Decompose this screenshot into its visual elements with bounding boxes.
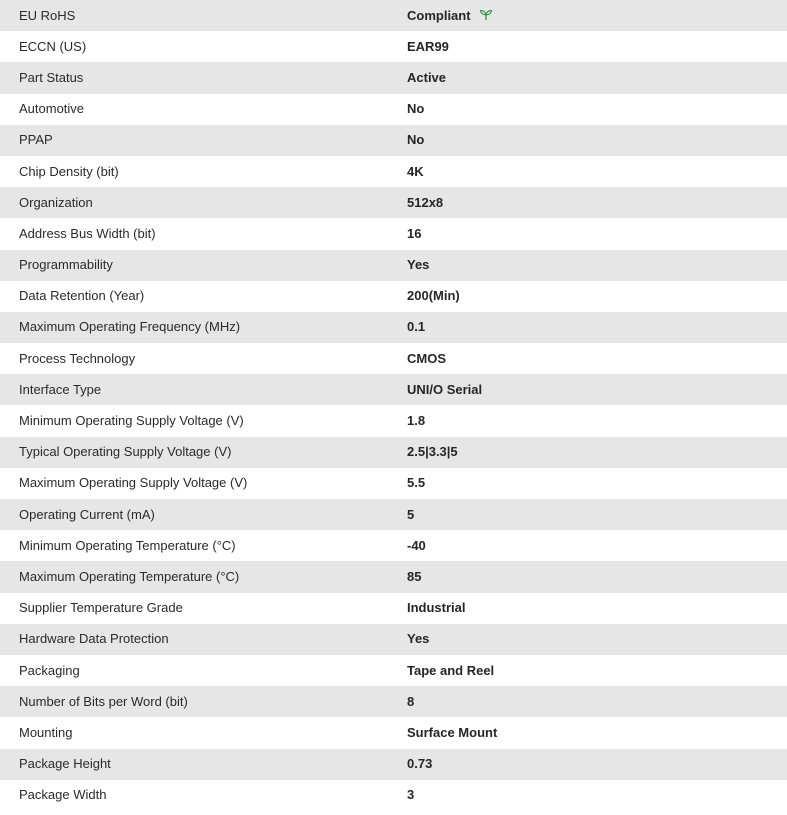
spec-value: 5 bbox=[407, 499, 787, 530]
spec-label: Maximum Operating Supply Voltage (V) bbox=[0, 468, 407, 499]
spec-label: ECCN (US) bbox=[0, 31, 407, 62]
spec-label: Chip Density (bit) bbox=[0, 156, 407, 187]
table-row bbox=[0, 250, 787, 281]
spec-value: 16 bbox=[407, 218, 787, 249]
spec-value: Surface Mount bbox=[407, 717, 787, 748]
spec-value bbox=[407, 0, 787, 31]
spec-label: Programmability bbox=[0, 250, 407, 281]
spec-value: EAR99 bbox=[407, 31, 787, 62]
spec-label: Package Height bbox=[0, 749, 407, 780]
spec-label: Part Status bbox=[0, 62, 407, 93]
table-row bbox=[0, 717, 787, 748]
spec-value: Yes bbox=[407, 624, 787, 655]
spec-value: 8 bbox=[407, 686, 787, 717]
table-row bbox=[0, 94, 787, 125]
spec-label: Number of Bits per Word (bit) bbox=[0, 686, 407, 717]
spec-label: PPAP bbox=[0, 125, 407, 156]
table-row bbox=[0, 156, 787, 187]
table-row bbox=[0, 31, 787, 62]
spec-value: 0.73 bbox=[407, 749, 787, 780]
table-row bbox=[0, 281, 787, 312]
spec-value: Tape and Reel bbox=[407, 655, 787, 686]
leaf-icon bbox=[479, 9, 493, 21]
table-row bbox=[0, 468, 787, 499]
spec-label: Organization bbox=[0, 187, 407, 218]
spec-value: 0.1 bbox=[407, 312, 787, 343]
spec-label: Typical Operating Supply Voltage (V) bbox=[0, 437, 407, 468]
table-row-eu-rohs bbox=[0, 0, 787, 31]
spec-label: Operating Current (mA) bbox=[0, 499, 407, 530]
table-row bbox=[0, 624, 787, 655]
table-row bbox=[0, 62, 787, 93]
table-row bbox=[0, 125, 787, 156]
spec-label: Maximum Operating Temperature (°C) bbox=[0, 561, 407, 592]
spec-value: CMOS bbox=[407, 343, 787, 374]
spec-label: Automotive bbox=[0, 94, 407, 125]
spec-label: Address Bus Width (bit) bbox=[0, 218, 407, 249]
table-row bbox=[0, 655, 787, 686]
spec-label: Minimum Operating Temperature (°C) bbox=[0, 530, 407, 561]
spec-value: 1.8 bbox=[407, 405, 787, 436]
spec-label: Packaging bbox=[0, 655, 407, 686]
spec-value: No bbox=[407, 94, 787, 125]
table-row bbox=[0, 593, 787, 624]
spec-label: EU RoHS bbox=[0, 0, 407, 31]
spec-value: 5.5 bbox=[407, 468, 787, 499]
spec-value: Active bbox=[407, 62, 787, 93]
table-row bbox=[0, 686, 787, 717]
spec-value: 2.5|3.3|5 bbox=[407, 437, 787, 468]
spec-value: No bbox=[407, 125, 787, 156]
spec-value: 4K bbox=[407, 156, 787, 187]
table-row bbox=[0, 187, 787, 218]
spec-label: Package Width bbox=[0, 780, 407, 811]
table-row bbox=[0, 437, 787, 468]
spec-value: UNI/O Serial bbox=[407, 374, 787, 405]
spec-value: Industrial bbox=[407, 593, 787, 624]
spec-label: Data Retention (Year) bbox=[0, 281, 407, 312]
table-row bbox=[0, 780, 787, 811]
table-row bbox=[0, 343, 787, 374]
table-row bbox=[0, 374, 787, 405]
spec-value-text: Compliant bbox=[407, 7, 471, 23]
table-row bbox=[0, 405, 787, 436]
table-row bbox=[0, 749, 787, 780]
spec-value: 3 bbox=[407, 780, 787, 811]
table-row bbox=[0, 312, 787, 343]
spec-label: Minimum Operating Supply Voltage (V) bbox=[0, 405, 407, 436]
spec-label: Mounting bbox=[0, 717, 407, 748]
spec-label: Hardware Data Protection bbox=[0, 624, 407, 655]
spec-value: -40 bbox=[407, 530, 787, 561]
spec-value: Yes bbox=[407, 250, 787, 281]
spec-value: 85 bbox=[407, 561, 787, 592]
spec-label: Interface Type bbox=[0, 374, 407, 405]
spec-label: Maximum Operating Frequency (MHz) bbox=[0, 312, 407, 343]
table-row bbox=[0, 218, 787, 249]
table-row bbox=[0, 561, 787, 592]
spec-value: 512x8 bbox=[407, 187, 787, 218]
table-row bbox=[0, 530, 787, 561]
spec-label: Supplier Temperature Grade bbox=[0, 593, 407, 624]
spec-label: Process Technology bbox=[0, 343, 407, 374]
spec-value: 200(Min) bbox=[407, 281, 787, 312]
table-row bbox=[0, 499, 787, 530]
